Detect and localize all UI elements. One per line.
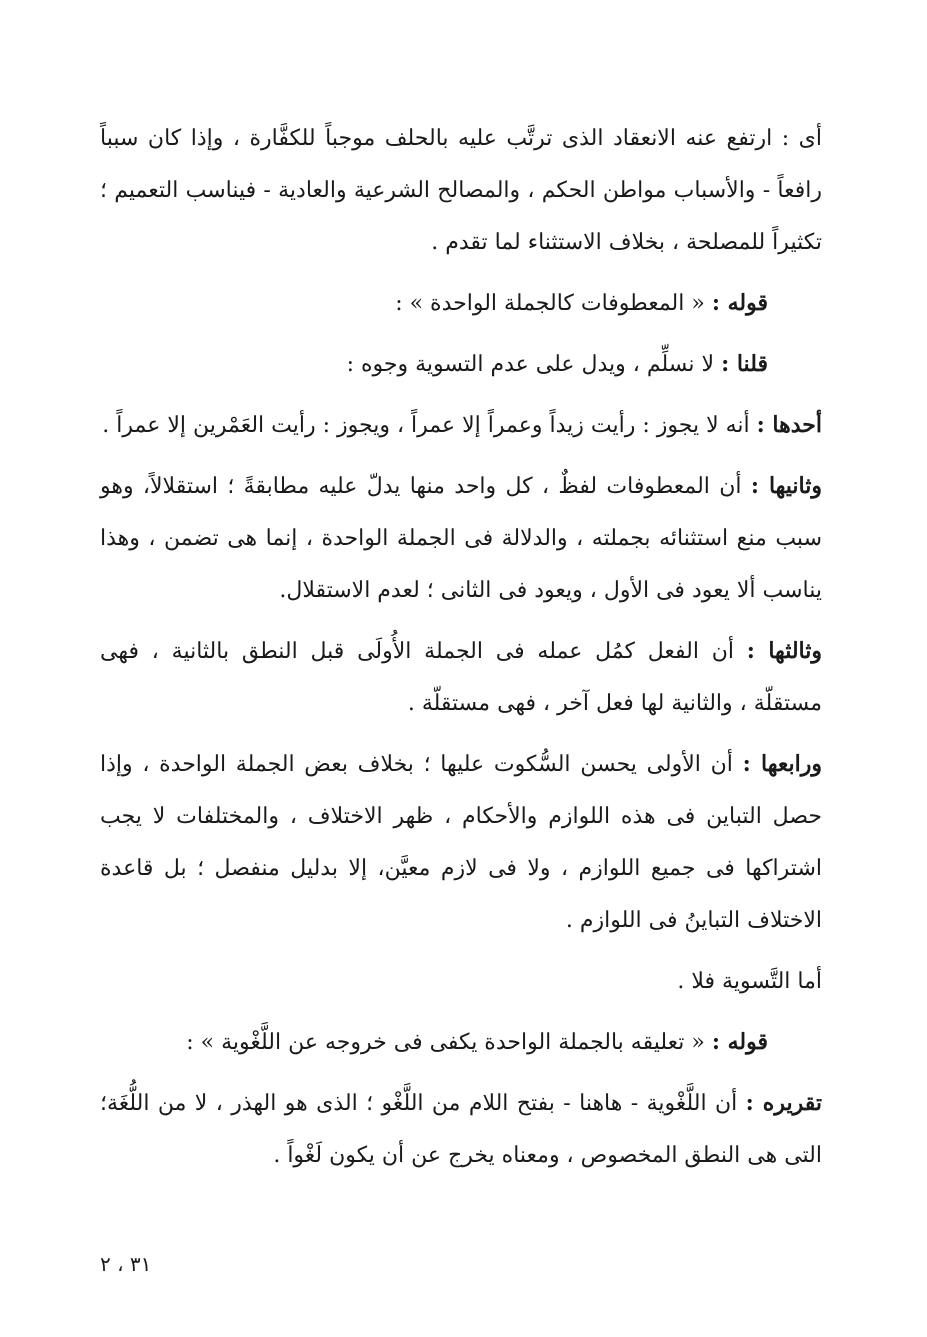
paragraph-qulna [100, 338, 822, 391]
paragraph-text: أما التَّسوية فلا . [677, 969, 822, 994]
paragraph-text: أن اللَّغْوية - هاهنا - بفتح اللام من اللَّغْو ؛ الذى هو الهذر ، لا من اللُّغَة؛ التى هى النطق المخصوص ، ومعناه يخرج عن أن يكون لَغْواً . [100, 1091, 822, 1168]
paragraph-text: « تعليقه بالجملة الواحدة يكفى فى خروجه عن اللَّغْوية » : [186, 1030, 712, 1055]
paragraph-lead: قوله : [711, 1029, 768, 1055]
paragraph-thalithuha [100, 625, 822, 730]
paragraph-text: أن الأولى يحسن السُّكوت عليها ؛ بخلاف بعض الجملة الواحدة ، وإذا حصل التباين فى هذه اللوازم والأحكام ، ظهر الاختلاف ، والمختلفات لا يجب اشتراكها فى جميع اللوازم ، ولا فى لازم معيَّن، إلا بدليل منفصل ؛ بل قاعدة الاختلاف التباينُ فى اللوازم . [100, 752, 822, 933]
paragraph-kaffara [100, 112, 822, 269]
paragraph-qawluh-1 [100, 277, 822, 330]
paragraph-qawluh-2 [100, 1016, 822, 1069]
paragraph-lead: ورابعها : [742, 751, 822, 777]
paragraph-text: أن الفعل كمُل عمله فى الجملة الأُولَى قبل النطق بالثانية ، فهى مستقلّة ، والثانية لها فعل آخر ، فهى مستقلّة . [100, 639, 822, 716]
paragraph-text: أنه لا يجوز : رأيت زيداً وعمراً إلا عمراً ، ويجوز : رأيت العَمْرين إلا عمراً . [102, 413, 757, 438]
paragraph-lead: وثالثها : [746, 638, 822, 664]
paragraph-text: لا نسلِّم ، ويدل على عدم التسوية وجوه : [346, 352, 722, 377]
paragraph-text: أى : ارتفع عنه الانعقاد الذى ترتَّب عليه بالحلف موجباً للكفَّارة ، وإذا كان سبباً رافعاً - والأسباب مواطن الحكم ، والمصالح الشرعية والعادية - فيناسب التعميم ؛ تكثيراً للمصلحة ، بخلاف الاستثناء لما تقدم . [100, 126, 822, 255]
paragraph-text: « المعطوفات كالجملة الواحدة » : [395, 291, 712, 316]
paragraph-lead: أحدها : [756, 412, 822, 438]
paragraph-lead: وثانيها : [750, 473, 822, 499]
paragraph-ahaduha [100, 399, 822, 452]
paragraph-text: أن المعطوفات لفظٌ ، كل واحد منها يدلّ عليه مطابقةً ؛ استقلالاً، وهو سبب منع استثنائه بجملته ، والدلالة فى الجملة الواحدة ، إنما هى تضمن ، وهذا يناسب ألا يعود فى الأول ، ويعود فى الثانى ؛ لعدم الاستقلال. [100, 474, 822, 603]
paragraph-lead: قوله : [711, 290, 768, 316]
paragraph-lead: قلنا : [721, 351, 768, 377]
paragraph-rabiuha [100, 738, 822, 947]
paragraph-taqriruh [100, 1077, 822, 1182]
paragraph-amma-taswiya [100, 955, 822, 1008]
page-number: ٣١ ، ٢ [100, 1252, 152, 1276]
document-page [100, 112, 822, 1190]
paragraph-lead: تقريره : [745, 1090, 822, 1116]
paragraph-thaniha [100, 460, 822, 617]
